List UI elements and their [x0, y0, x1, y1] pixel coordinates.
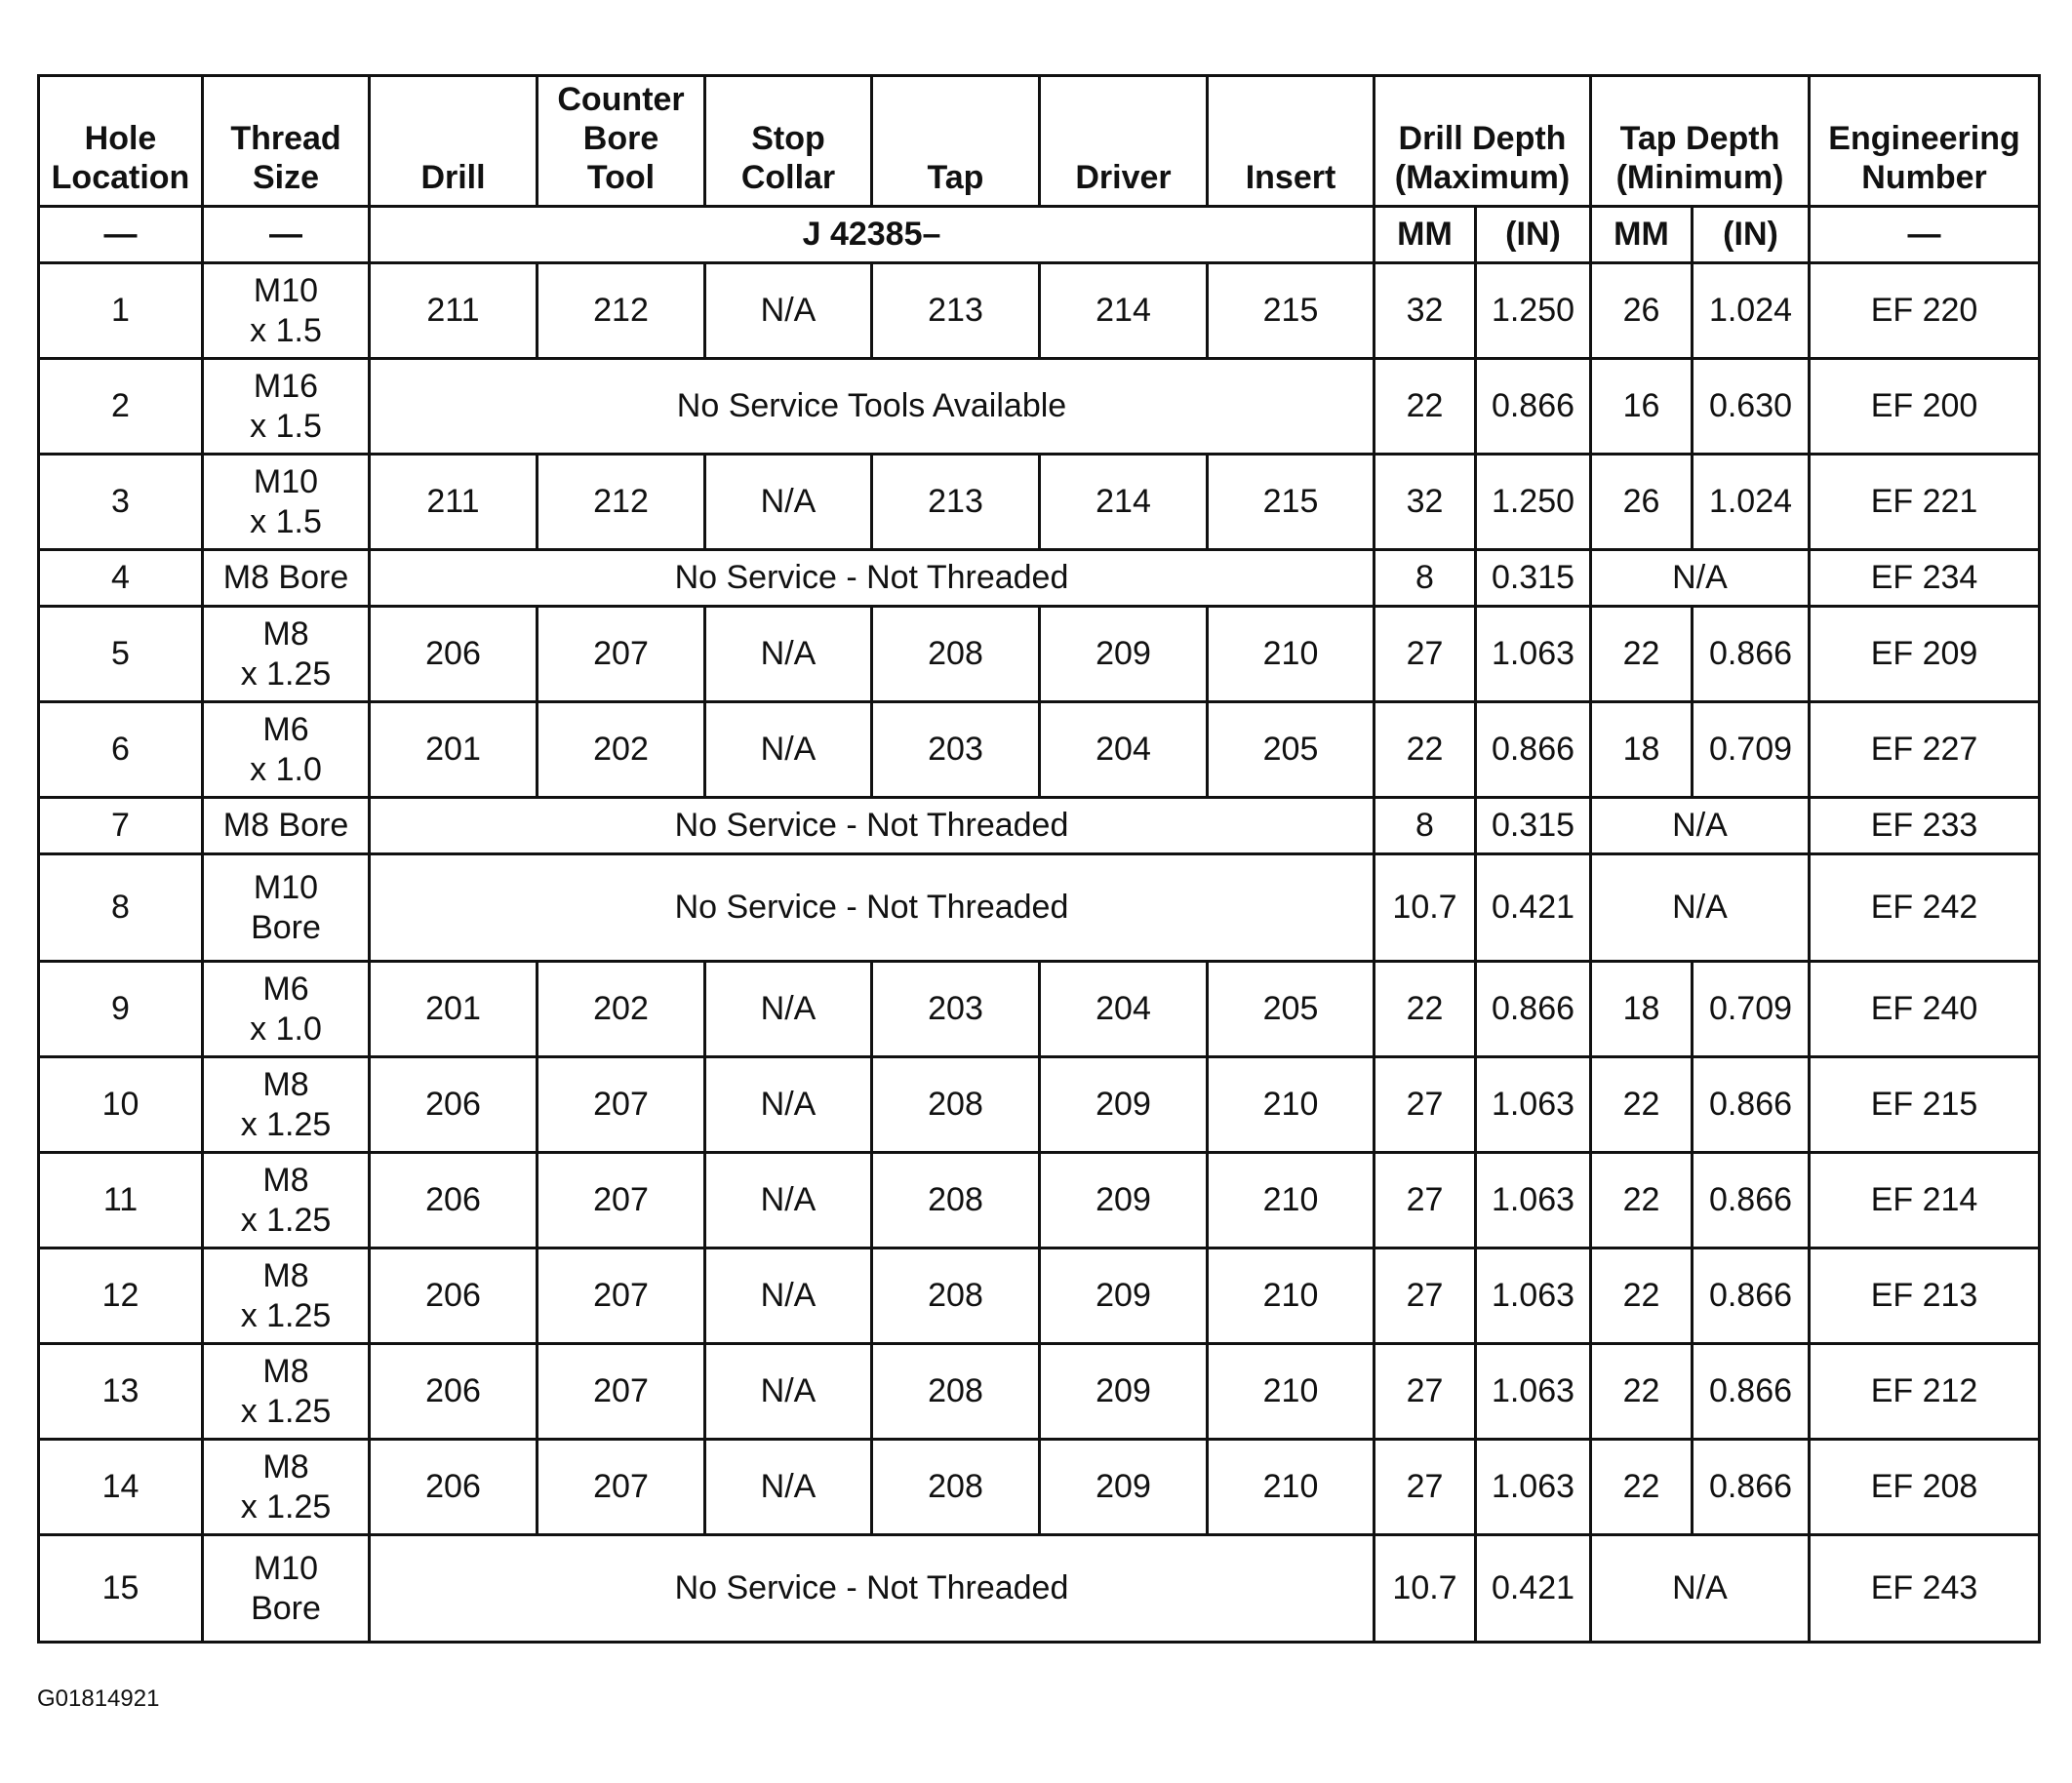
stop-collar-cell: N/A	[705, 1248, 872, 1344]
engineering-number-cell: EF 240	[1810, 962, 2040, 1057]
engineering-number-cell: EF 242	[1810, 854, 2040, 962]
hole-location-cell: 12	[39, 1248, 203, 1344]
drill-depth-in-cell: 0.866	[1476, 359, 1591, 455]
drill-depth-mm-cell: 8	[1375, 798, 1476, 854]
table-body	[39, 207, 2040, 1643]
insert-cell: 210	[1208, 607, 1375, 702]
drill-cell: 206	[370, 607, 538, 702]
hole-location-cell: 7	[39, 798, 203, 854]
thread-repair-table	[37, 74, 2041, 1644]
tap-depth-in-cell: 0.866	[1693, 1248, 1810, 1344]
engineering-number-cell: EF 234	[1810, 550, 2040, 607]
units-tap-mm: MM	[1591, 207, 1693, 263]
figure-id: G01814921	[37, 1685, 160, 1712]
insert-cell: 215	[1208, 455, 1375, 550]
driver-cell: 204	[1040, 962, 1208, 1057]
engineering-number-cell: EF 227	[1810, 702, 2040, 798]
tap-cell: 203	[872, 962, 1040, 1057]
thread-size-cell: M10 x 1.5	[203, 263, 370, 359]
table-row	[39, 1344, 2040, 1440]
service-note-cell: No Service - Not Threaded	[370, 550, 1375, 607]
drill-depth-mm-cell: 27	[1375, 1344, 1476, 1440]
drill-depth-in-cell: 0.866	[1476, 702, 1591, 798]
drill-depth-mm-cell: 22	[1375, 962, 1476, 1057]
hole-location-cell: 4	[39, 550, 203, 607]
hole-location-cell: 2	[39, 359, 203, 455]
thread-size-cell: M8 Bore	[203, 550, 370, 607]
hole-location-cell: 10	[39, 1057, 203, 1153]
driver-cell: 214	[1040, 455, 1208, 550]
driver-cell: 209	[1040, 1440, 1208, 1535]
service-note-cell: No Service - Not Threaded	[370, 854, 1375, 962]
tap-depth-in-cell: 1.024	[1693, 455, 1810, 550]
table-row	[39, 263, 2040, 359]
stop-collar-cell: N/A	[705, 1153, 872, 1248]
drill-depth-in-cell: 1.063	[1476, 1344, 1591, 1440]
header-counter-bore-tool: Counter Bore Tool	[538, 76, 705, 207]
drill-depth-in-cell: 1.063	[1476, 1057, 1591, 1153]
counter-bore-tool-cell: 202	[538, 962, 705, 1057]
engineering-number-cell: EF 212	[1810, 1344, 2040, 1440]
header-row	[39, 76, 2040, 207]
stop-collar-cell: N/A	[705, 1344, 872, 1440]
engineering-number-cell: EF 215	[1810, 1057, 2040, 1153]
tap-depth-mm-cell: 22	[1591, 1248, 1693, 1344]
drill-depth-mm-cell: 22	[1375, 702, 1476, 798]
table-row	[39, 1248, 2040, 1344]
tap-depth-in-cell: 1.024	[1693, 263, 1810, 359]
engineering-number-cell: EF 220	[1810, 263, 2040, 359]
engineering-number-cell: EF 213	[1810, 1248, 2040, 1344]
stop-collar-cell: N/A	[705, 702, 872, 798]
stop-collar-cell: N/A	[705, 607, 872, 702]
header-tap-depth: Tap Depth (Minimum)	[1591, 76, 1810, 207]
header-insert: Insert	[1208, 76, 1375, 207]
drill-cell: 206	[370, 1248, 538, 1344]
insert-cell: 210	[1208, 1248, 1375, 1344]
table-row	[39, 359, 2040, 455]
drill-cell: 201	[370, 702, 538, 798]
drill-depth-mm-cell: 10.7	[1375, 1535, 1476, 1643]
tap-cell: 208	[872, 1057, 1040, 1153]
units-hole: —	[39, 207, 203, 263]
table-row	[39, 1535, 2040, 1643]
tap-depth-in-cell: 0.866	[1693, 1057, 1810, 1153]
thread-size-cell: M10 Bore	[203, 1535, 370, 1643]
service-note-cell: No Service - Not Threaded	[370, 798, 1375, 854]
drill-depth-in-cell: 0.421	[1476, 854, 1591, 962]
drill-depth-mm-cell: 27	[1375, 1057, 1476, 1153]
drill-depth-in-cell: 0.421	[1476, 1535, 1591, 1643]
thread-size-cell: M6 x 1.0	[203, 702, 370, 798]
hole-location-cell: 13	[39, 1344, 203, 1440]
drill-cell: 206	[370, 1057, 538, 1153]
drill-cell: 206	[370, 1344, 538, 1440]
drill-depth-mm-cell: 27	[1375, 1248, 1476, 1344]
tap-cell: 208	[872, 1153, 1040, 1248]
tap-depth-in-cell: 0.709	[1693, 702, 1810, 798]
drill-depth-in-cell: 1.063	[1476, 1248, 1591, 1344]
hole-location-cell: 3	[39, 455, 203, 550]
engineering-number-cell: EF 208	[1810, 1440, 2040, 1535]
tap-cell: 203	[872, 702, 1040, 798]
drill-depth-in-cell: 0.866	[1476, 962, 1591, 1057]
tap-depth-mm-cell: 22	[1591, 1057, 1693, 1153]
drill-cell: 201	[370, 962, 538, 1057]
thread-size-cell: M10 x 1.5	[203, 455, 370, 550]
thread-size-cell: M8 x 1.25	[203, 1344, 370, 1440]
drill-depth-in-cell: 0.315	[1476, 550, 1591, 607]
driver-cell: 214	[1040, 263, 1208, 359]
tap-depth-in-cell: 0.866	[1693, 607, 1810, 702]
engineering-number-cell: EF 214	[1810, 1153, 2040, 1248]
thread-size-cell: M8 x 1.25	[203, 1440, 370, 1535]
thread-size-cell: M8 x 1.25	[203, 1153, 370, 1248]
table-row	[39, 1057, 2040, 1153]
drill-cell: 211	[370, 263, 538, 359]
units-tool-kit: J 42385–	[370, 207, 1375, 263]
tap-depth-mm-cell: 16	[1591, 359, 1693, 455]
header-drill-depth: Drill Depth (Maximum)	[1375, 76, 1591, 207]
stop-collar-cell: N/A	[705, 263, 872, 359]
driver-cell: 209	[1040, 1153, 1208, 1248]
thread-size-cell: M16 x 1.5	[203, 359, 370, 455]
driver-cell: 204	[1040, 702, 1208, 798]
counter-bore-tool-cell: 207	[538, 1153, 705, 1248]
drill-cell: 206	[370, 1153, 538, 1248]
tap-cell: 208	[872, 607, 1040, 702]
units-tap-in: (IN)	[1693, 207, 1810, 263]
hole-location-cell: 1	[39, 263, 203, 359]
thread-size-cell: M8 x 1.25	[203, 1057, 370, 1153]
drill-depth-mm-cell: 32	[1375, 263, 1476, 359]
insert-cell: 210	[1208, 1153, 1375, 1248]
drill-depth-in-cell: 0.315	[1476, 798, 1591, 854]
drill-depth-mm-cell: 27	[1375, 1440, 1476, 1535]
tap-cell: 208	[872, 1344, 1040, 1440]
thread-size-cell: M10 Bore	[203, 854, 370, 962]
stop-collar-cell: N/A	[705, 455, 872, 550]
units-thread: —	[203, 207, 370, 263]
thread-size-cell: M8 Bore	[203, 798, 370, 854]
drill-depth-in-cell: 1.063	[1476, 1153, 1591, 1248]
units-eng: —	[1810, 207, 2040, 263]
drill-depth-in-cell: 1.250	[1476, 263, 1591, 359]
counter-bore-tool-cell: 202	[538, 702, 705, 798]
table-row	[39, 1153, 2040, 1248]
drill-depth-in-cell: 1.063	[1476, 607, 1591, 702]
tap-cell: 208	[872, 1440, 1040, 1535]
header-drill: Drill	[370, 76, 538, 207]
table-row	[39, 607, 2040, 702]
counter-bore-tool-cell: 207	[538, 1057, 705, 1153]
tap-depth-mm-cell: 26	[1591, 263, 1693, 359]
driver-cell: 209	[1040, 1057, 1208, 1153]
insert-cell: 205	[1208, 702, 1375, 798]
counter-bore-tool-cell: 207	[538, 607, 705, 702]
units-row	[39, 207, 2040, 263]
header-thread-size: Thread Size	[203, 76, 370, 207]
stop-collar-cell: N/A	[705, 1057, 872, 1153]
tap-depth-na-cell: N/A	[1591, 798, 1810, 854]
insert-cell: 210	[1208, 1344, 1375, 1440]
stop-collar-cell: N/A	[705, 1440, 872, 1535]
counter-bore-tool-cell: 207	[538, 1248, 705, 1344]
hole-location-cell: 9	[39, 962, 203, 1057]
drill-cell: 211	[370, 455, 538, 550]
thread-size-cell: M8 x 1.25	[203, 607, 370, 702]
header-hole-location: Hole Location	[39, 76, 203, 207]
insert-cell: 210	[1208, 1057, 1375, 1153]
table-row	[39, 1440, 2040, 1535]
hole-location-cell: 11	[39, 1153, 203, 1248]
drill-cell: 206	[370, 1440, 538, 1535]
engineering-number-cell: EF 221	[1810, 455, 2040, 550]
hole-location-cell: 14	[39, 1440, 203, 1535]
tap-cell: 213	[872, 455, 1040, 550]
counter-bore-tool-cell: 212	[538, 263, 705, 359]
table-row	[39, 798, 2040, 854]
drill-depth-mm-cell: 27	[1375, 1153, 1476, 1248]
header-driver: Driver	[1040, 76, 1208, 207]
tap-depth-in-cell: 0.866	[1693, 1440, 1810, 1535]
counter-bore-tool-cell: 207	[538, 1344, 705, 1440]
drill-depth-mm-cell: 22	[1375, 359, 1476, 455]
thread-size-cell: M8 x 1.25	[203, 1248, 370, 1344]
tap-depth-mm-cell: 22	[1591, 1153, 1693, 1248]
driver-cell: 209	[1040, 1248, 1208, 1344]
engineering-number-cell: EF 209	[1810, 607, 2040, 702]
header-engineering-number: Engineering Number	[1810, 76, 2040, 207]
counter-bore-tool-cell: 212	[538, 455, 705, 550]
engineering-number-cell: EF 243	[1810, 1535, 2040, 1643]
drill-depth-mm-cell: 8	[1375, 550, 1476, 607]
tap-cell: 208	[872, 1248, 1040, 1344]
drill-depth-in-cell: 1.250	[1476, 455, 1591, 550]
tap-depth-mm-cell: 18	[1591, 962, 1693, 1057]
tap-depth-mm-cell: 22	[1591, 1440, 1693, 1535]
drill-depth-mm-cell: 10.7	[1375, 854, 1476, 962]
tap-depth-in-cell: 0.866	[1693, 1153, 1810, 1248]
tap-depth-in-cell: 0.630	[1693, 359, 1810, 455]
insert-cell: 215	[1208, 263, 1375, 359]
header-stop-collar: Stop Collar	[705, 76, 872, 207]
hole-location-cell: 15	[39, 1535, 203, 1643]
tap-depth-mm-cell: 18	[1591, 702, 1693, 798]
table-row	[39, 962, 2040, 1057]
hole-location-cell: 8	[39, 854, 203, 962]
tap-depth-mm-cell: 22	[1591, 1344, 1693, 1440]
hole-location-cell: 6	[39, 702, 203, 798]
service-note-cell: No Service Tools Available	[370, 359, 1375, 455]
table-row	[39, 455, 2040, 550]
table-row	[39, 702, 2040, 798]
tap-cell: 213	[872, 263, 1040, 359]
drill-depth-in-cell: 1.063	[1476, 1440, 1591, 1535]
header-tap: Tap	[872, 76, 1040, 207]
driver-cell: 209	[1040, 607, 1208, 702]
drill-depth-mm-cell: 32	[1375, 455, 1476, 550]
table-row	[39, 854, 2040, 962]
tap-depth-na-cell: N/A	[1591, 854, 1810, 962]
service-note-cell: No Service - Not Threaded	[370, 1535, 1375, 1643]
counter-bore-tool-cell: 207	[538, 1440, 705, 1535]
drill-depth-mm-cell: 27	[1375, 607, 1476, 702]
insert-cell: 210	[1208, 1440, 1375, 1535]
engineering-number-cell: EF 200	[1810, 359, 2040, 455]
stop-collar-cell: N/A	[705, 962, 872, 1057]
tap-depth-na-cell: N/A	[1591, 550, 1810, 607]
units-drill-mm: MM	[1375, 207, 1476, 263]
hole-location-cell: 5	[39, 607, 203, 702]
engineering-number-cell: EF 233	[1810, 798, 2040, 854]
driver-cell: 209	[1040, 1344, 1208, 1440]
tap-depth-na-cell: N/A	[1591, 1535, 1810, 1643]
table-row	[39, 550, 2040, 607]
tap-depth-mm-cell: 26	[1591, 455, 1693, 550]
thread-size-cell: M6 x 1.0	[203, 962, 370, 1057]
units-drill-in: (IN)	[1476, 207, 1591, 263]
tap-depth-mm-cell: 22	[1591, 607, 1693, 702]
insert-cell: 205	[1208, 962, 1375, 1057]
tap-depth-in-cell: 0.866	[1693, 1344, 1810, 1440]
tap-depth-in-cell: 0.709	[1693, 962, 1810, 1057]
